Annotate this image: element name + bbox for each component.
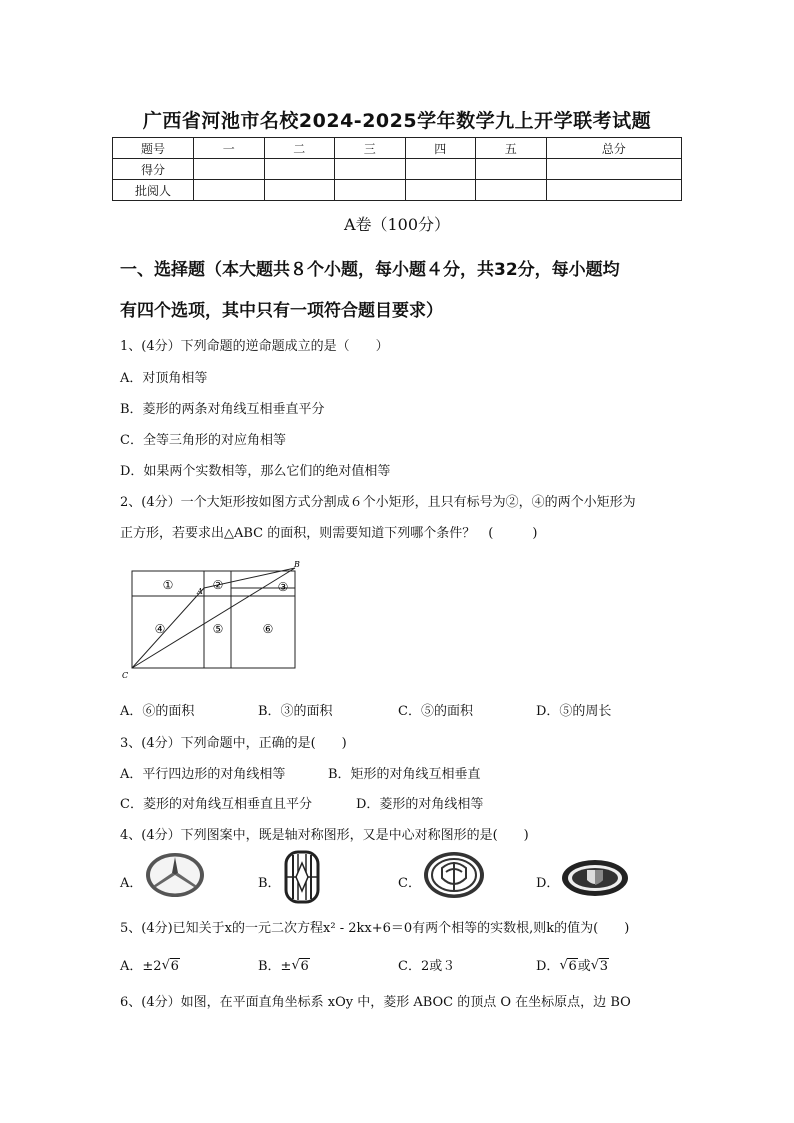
sqrt-symbol <box>559 959 577 974</box>
q2-stem-line2: 正方形，若要求出△ABC 的面积，则需要知道下列哪个条件？ ( ) <box>120 526 538 541</box>
radicand: 3 <box>599 959 609 974</box>
mercedes-star-logo-icon <box>144 850 206 900</box>
figure-cell-label: ② <box>212 578 224 592</box>
score-cell <box>405 159 476 180</box>
exam-title: 广西省河池市名校2024-2025学年数学九上开学联考试题 <box>142 110 652 132</box>
score-cell <box>405 180 476 201</box>
q3-option-b: B．矩形的对角线互相垂直 <box>328 767 481 782</box>
q5-option-a-prefix: A．±2 <box>120 959 162 974</box>
q1-option-c: C．全等三角形的对应角相等 <box>120 433 286 448</box>
lincoln-logo-icon <box>282 849 322 905</box>
q2-option-d: D．⑤的周长 <box>536 704 612 719</box>
q3-option-c: C．菱形的对角线互相垂直且平分 <box>120 797 312 812</box>
radicand: 6 <box>300 959 309 974</box>
brilliance-logo-icon <box>422 850 486 900</box>
q5-option-b <box>258 955 310 974</box>
sqrt-symbol <box>291 959 309 974</box>
figure-cell-label: ① <box>162 578 174 592</box>
sqrt-symbol <box>162 959 180 974</box>
q4-option-c: C． <box>398 876 421 891</box>
score-cell <box>194 159 265 180</box>
figure-point-b: B <box>294 560 300 569</box>
q2-option-b: B．③的面积 <box>258 704 333 719</box>
q2-rectangle-figure <box>118 558 308 682</box>
score-table-row <box>113 138 682 159</box>
score-table-row <box>113 180 682 201</box>
score-cell: 总分 <box>546 138 682 159</box>
q3-stem: 3、(4分）下列命题中，正确的是( ) <box>120 736 347 751</box>
q5-option-b-prefix: B．± <box>258 959 292 974</box>
score-cell <box>546 180 682 201</box>
q5-option-c: C．2或３ <box>398 959 456 974</box>
q1-option-b: B．菱形的两条对角线互相垂直平分 <box>120 402 325 417</box>
score-cell <box>546 159 682 180</box>
score-cell: 三 <box>335 138 406 159</box>
radicand: 6 <box>170 959 179 974</box>
score-cell: 五 <box>476 138 547 159</box>
q3-option-d: D．菱形的对角线相等 <box>356 797 484 812</box>
score-cell <box>335 180 406 201</box>
score-table-row <box>113 159 682 180</box>
score-cell: 批阅人 <box>113 180 194 201</box>
q5-option-a <box>120 955 180 974</box>
q1-option-a: A．对顶角相等 <box>120 371 208 386</box>
score-cell: 一 <box>194 138 265 159</box>
figure-point-a: A <box>197 587 203 596</box>
q5-option-d <box>536 955 609 974</box>
part1-heading-line2: 有四个选项，其中只有一项符合题目要求） <box>120 301 443 321</box>
score-cell: 得分 <box>113 159 194 180</box>
q4-stem: 4、(4分）下列图案中，既是轴对称图形，又是中心对称图形的是( ) <box>120 828 529 843</box>
score-cell <box>476 159 547 180</box>
q5-option-d-prefix: D． <box>536 959 560 974</box>
q2-option-c: C．⑤的面积 <box>398 704 473 719</box>
q4-option-d: D． <box>536 876 560 891</box>
figure-cell-label: ④ <box>154 622 166 636</box>
score-cell: 二 <box>264 138 335 159</box>
q5-option-d-mid: 或 <box>577 959 591 974</box>
score-cell <box>264 180 335 201</box>
q1-option-d: D．如果两个实数相等，那么它们的绝对值相等 <box>120 464 391 479</box>
part1-heading-line1: 一、选择题（本大题共８个小题，每小题４分，共32分，每小题均 <box>120 260 620 280</box>
score-cell <box>476 180 547 201</box>
score-table <box>112 137 682 201</box>
radicand: 6 <box>568 959 577 974</box>
great-wall-logo-icon <box>560 858 630 898</box>
score-cell: 题号 <box>113 138 194 159</box>
section-a-heading: A卷（100分） <box>343 215 451 234</box>
score-cell <box>335 159 406 180</box>
score-cell: 四 <box>405 138 476 159</box>
q3-option-a: A．平行四边形的对角线相等 <box>120 767 286 782</box>
figure-cell-label: ⑤ <box>212 622 224 636</box>
figure-cell-label: ⑥ <box>262 622 274 636</box>
q5-stem: 5、(4分)已知关于x的一元二次方程x² - 2kx+6＝0有两个相等的实数根,则k的值为( ) <box>120 921 630 936</box>
score-cell <box>194 180 265 201</box>
q6-stem: 6、(4分）如图，在平面直角坐标系 xOy 中，菱形 ABOC 的顶点 O 在坐标原点，边 BO <box>120 995 631 1010</box>
q2-option-a: A．⑥的面积 <box>120 704 195 719</box>
score-cell <box>264 159 335 180</box>
figure-point-c: C <box>122 671 129 680</box>
q4-option-b: B． <box>258 876 281 891</box>
figure-cell-label: ③ <box>277 580 289 594</box>
q1-stem: 1、(4分）下列命题的逆命题成立的是（ ） <box>120 339 389 354</box>
q2-stem-line1: 2、(4分）一个大矩形按如图方式分割成６个小矩形，且只有标号为②，④的两个小矩形为 <box>120 495 636 510</box>
q4-option-a: A． <box>120 876 143 891</box>
sqrt-symbol <box>591 959 609 974</box>
